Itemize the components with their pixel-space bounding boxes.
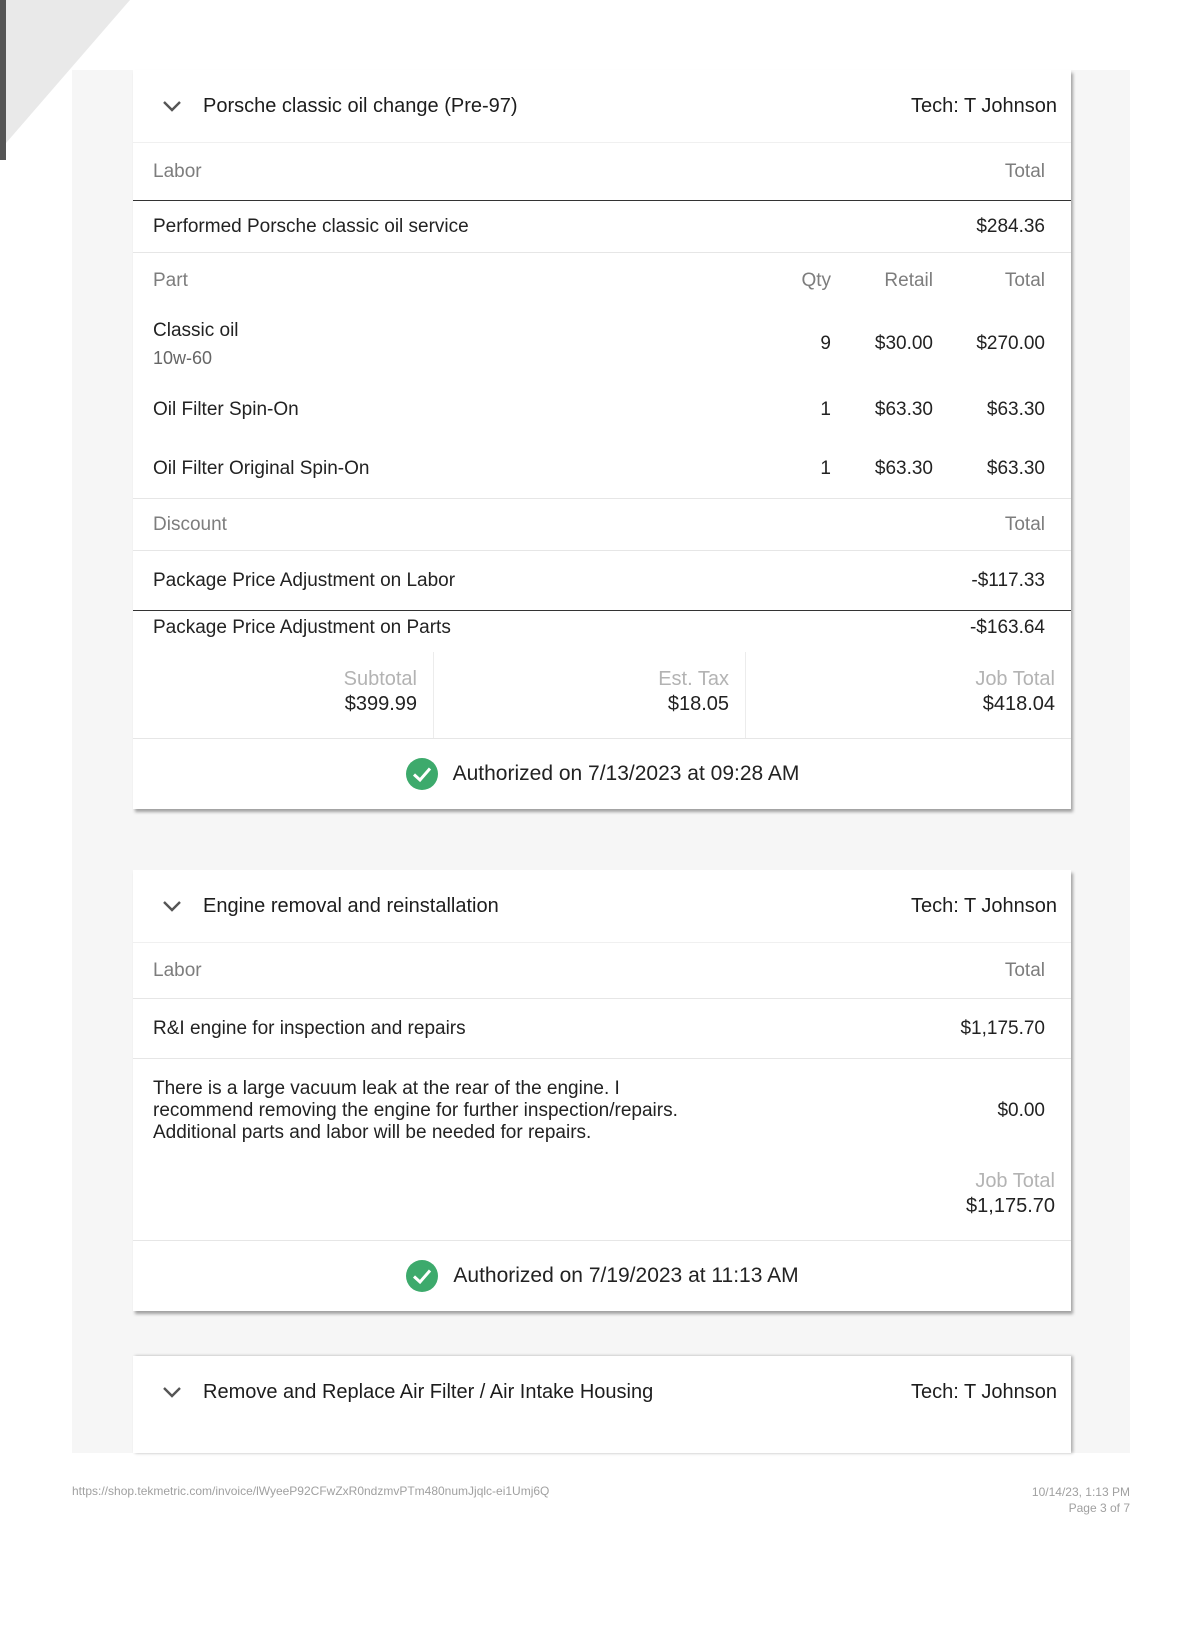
job-total-cell	[745, 652, 1071, 738]
discount-header-row	[133, 498, 1071, 550]
job-total-value: $418.04	[982, 693, 1055, 715]
part-qty: 1	[820, 458, 831, 479]
labor-header: Labor	[153, 160, 202, 182]
discount-header: Discount	[153, 513, 227, 535]
tech-name: Tech: T Johnson	[910, 1380, 1057, 1403]
labor-row	[133, 998, 1071, 1058]
folded-corner	[0, 0, 130, 150]
job-card-engine-removal	[133, 870, 1071, 1311]
print-datetime: 10/14/23, 1:13 PM	[1031, 1485, 1130, 1499]
totals-row	[133, 1162, 1071, 1240]
discount-name: Package Price Adjustment on Parts	[153, 617, 451, 638]
discount-name: Package Price Adjustment on Labor	[153, 569, 456, 591]
subtotal-cell	[133, 652, 433, 738]
part-row	[133, 380, 1071, 440]
part-name: Oil Filter Original Spin-On	[153, 458, 370, 479]
part-total: $270.00	[976, 333, 1045, 354]
labor-row	[133, 200, 1071, 252]
job-total-label: Job Total	[975, 668, 1055, 690]
authorization-row	[133, 1240, 1071, 1311]
labor-row	[133, 1058, 1071, 1162]
job-total-cell	[133, 1162, 1071, 1240]
part-name: Classic oil	[153, 319, 239, 341]
tax-label: Est. Tax	[658, 668, 729, 690]
tax-cell	[433, 652, 745, 738]
discount-total-header: Total	[1004, 513, 1045, 535]
labor-header-row	[133, 942, 1071, 998]
job-total-label: Job Total	[975, 1170, 1055, 1192]
chevron-down-icon[interactable]	[161, 895, 183, 917]
authorized-text: Authorized on 7/19/2023 at 11:13 AM	[453, 1264, 799, 1287]
part-qty: 9	[820, 333, 831, 354]
job-card-oil-change	[133, 70, 1071, 809]
authorization-row	[133, 738, 1071, 809]
discount-amount: -$117.33	[971, 569, 1045, 591]
part-retail: $63.30	[874, 399, 933, 420]
qty-header: Qty	[801, 269, 831, 291]
labor-description: R&I engine for inspection and repairs	[153, 1017, 466, 1039]
discount-amount: -$163.64	[969, 617, 1045, 638]
tech-name: Tech: T Johnson	[910, 94, 1057, 117]
part-total: $63.30	[986, 458, 1045, 479]
job-title: Porsche classic oil change (Pre-97)	[203, 94, 518, 117]
tax-value: $18.05	[667, 693, 729, 715]
job-card-air-filter	[133, 1356, 1071, 1453]
scan-edge	[0, 0, 6, 160]
tech-name: Tech: T Johnson	[910, 894, 1057, 917]
labor-header: Labor	[153, 959, 202, 981]
discount-row	[133, 610, 1071, 652]
labor-total: $1,175.70	[960, 1017, 1045, 1039]
check-circle-icon	[405, 1259, 439, 1293]
labor-total: $284.36	[976, 215, 1045, 237]
totals-row	[133, 652, 1071, 738]
labor-description: There is a large vacuum leak at the rear of the engine. I recommend removing the engine for further inspection/repairs. Additional parts and labor will be needed for repairs.	[153, 1077, 678, 1143]
part-row	[133, 440, 1071, 498]
parts-header-row	[133, 252, 1071, 308]
job-header[interactable]	[133, 70, 1071, 142]
check-circle-icon	[405, 757, 439, 791]
part-total-header: Total	[1004, 269, 1045, 291]
total-header: Total	[1004, 959, 1045, 981]
part-header: Part	[153, 269, 188, 291]
part-retail: $63.30	[874, 458, 933, 479]
labor-description: Performed Porsche classic oil service	[153, 215, 469, 237]
job-header[interactable]	[133, 1356, 1071, 1428]
labor-header-row	[133, 142, 1071, 200]
subtotal-label: Subtotal	[343, 668, 417, 690]
authorized-text: Authorized on 7/13/2023 at 09:28 AM	[452, 762, 800, 785]
page-number: Page 3 of 7	[1068, 1501, 1130, 1515]
discount-row	[133, 550, 1071, 610]
total-header: Total	[1004, 160, 1045, 182]
job-total-value: $1,175.70	[966, 1195, 1055, 1217]
subtotal-value: $399.99	[344, 693, 417, 715]
footer-url: https://shop.tekmetric.com/invoice/lWyeeP92CFwZxR0ndzmvPTm480numJjqlc-ei1Umj6Q	[72, 1484, 550, 1498]
part-row	[133, 308, 1071, 380]
part-retail: $30.00	[874, 333, 933, 354]
chevron-down-icon[interactable]	[161, 95, 183, 117]
retail-header: Retail	[884, 269, 933, 291]
part-detail: 10w-60	[153, 347, 213, 368]
footer-meta	[1032, 1484, 1130, 1516]
job-title: Remove and Replace Air Filter / Air Intake Housing	[203, 1380, 654, 1403]
part-total: $63.30	[986, 399, 1045, 420]
chevron-down-icon[interactable]	[161, 1381, 183, 1403]
job-header[interactable]	[133, 870, 1071, 942]
part-qty: 1	[820, 399, 831, 420]
part-name: Oil Filter Spin-On	[153, 399, 299, 420]
labor-total: $0.00	[997, 1099, 1045, 1121]
job-title: Engine removal and reinstallation	[203, 894, 499, 917]
